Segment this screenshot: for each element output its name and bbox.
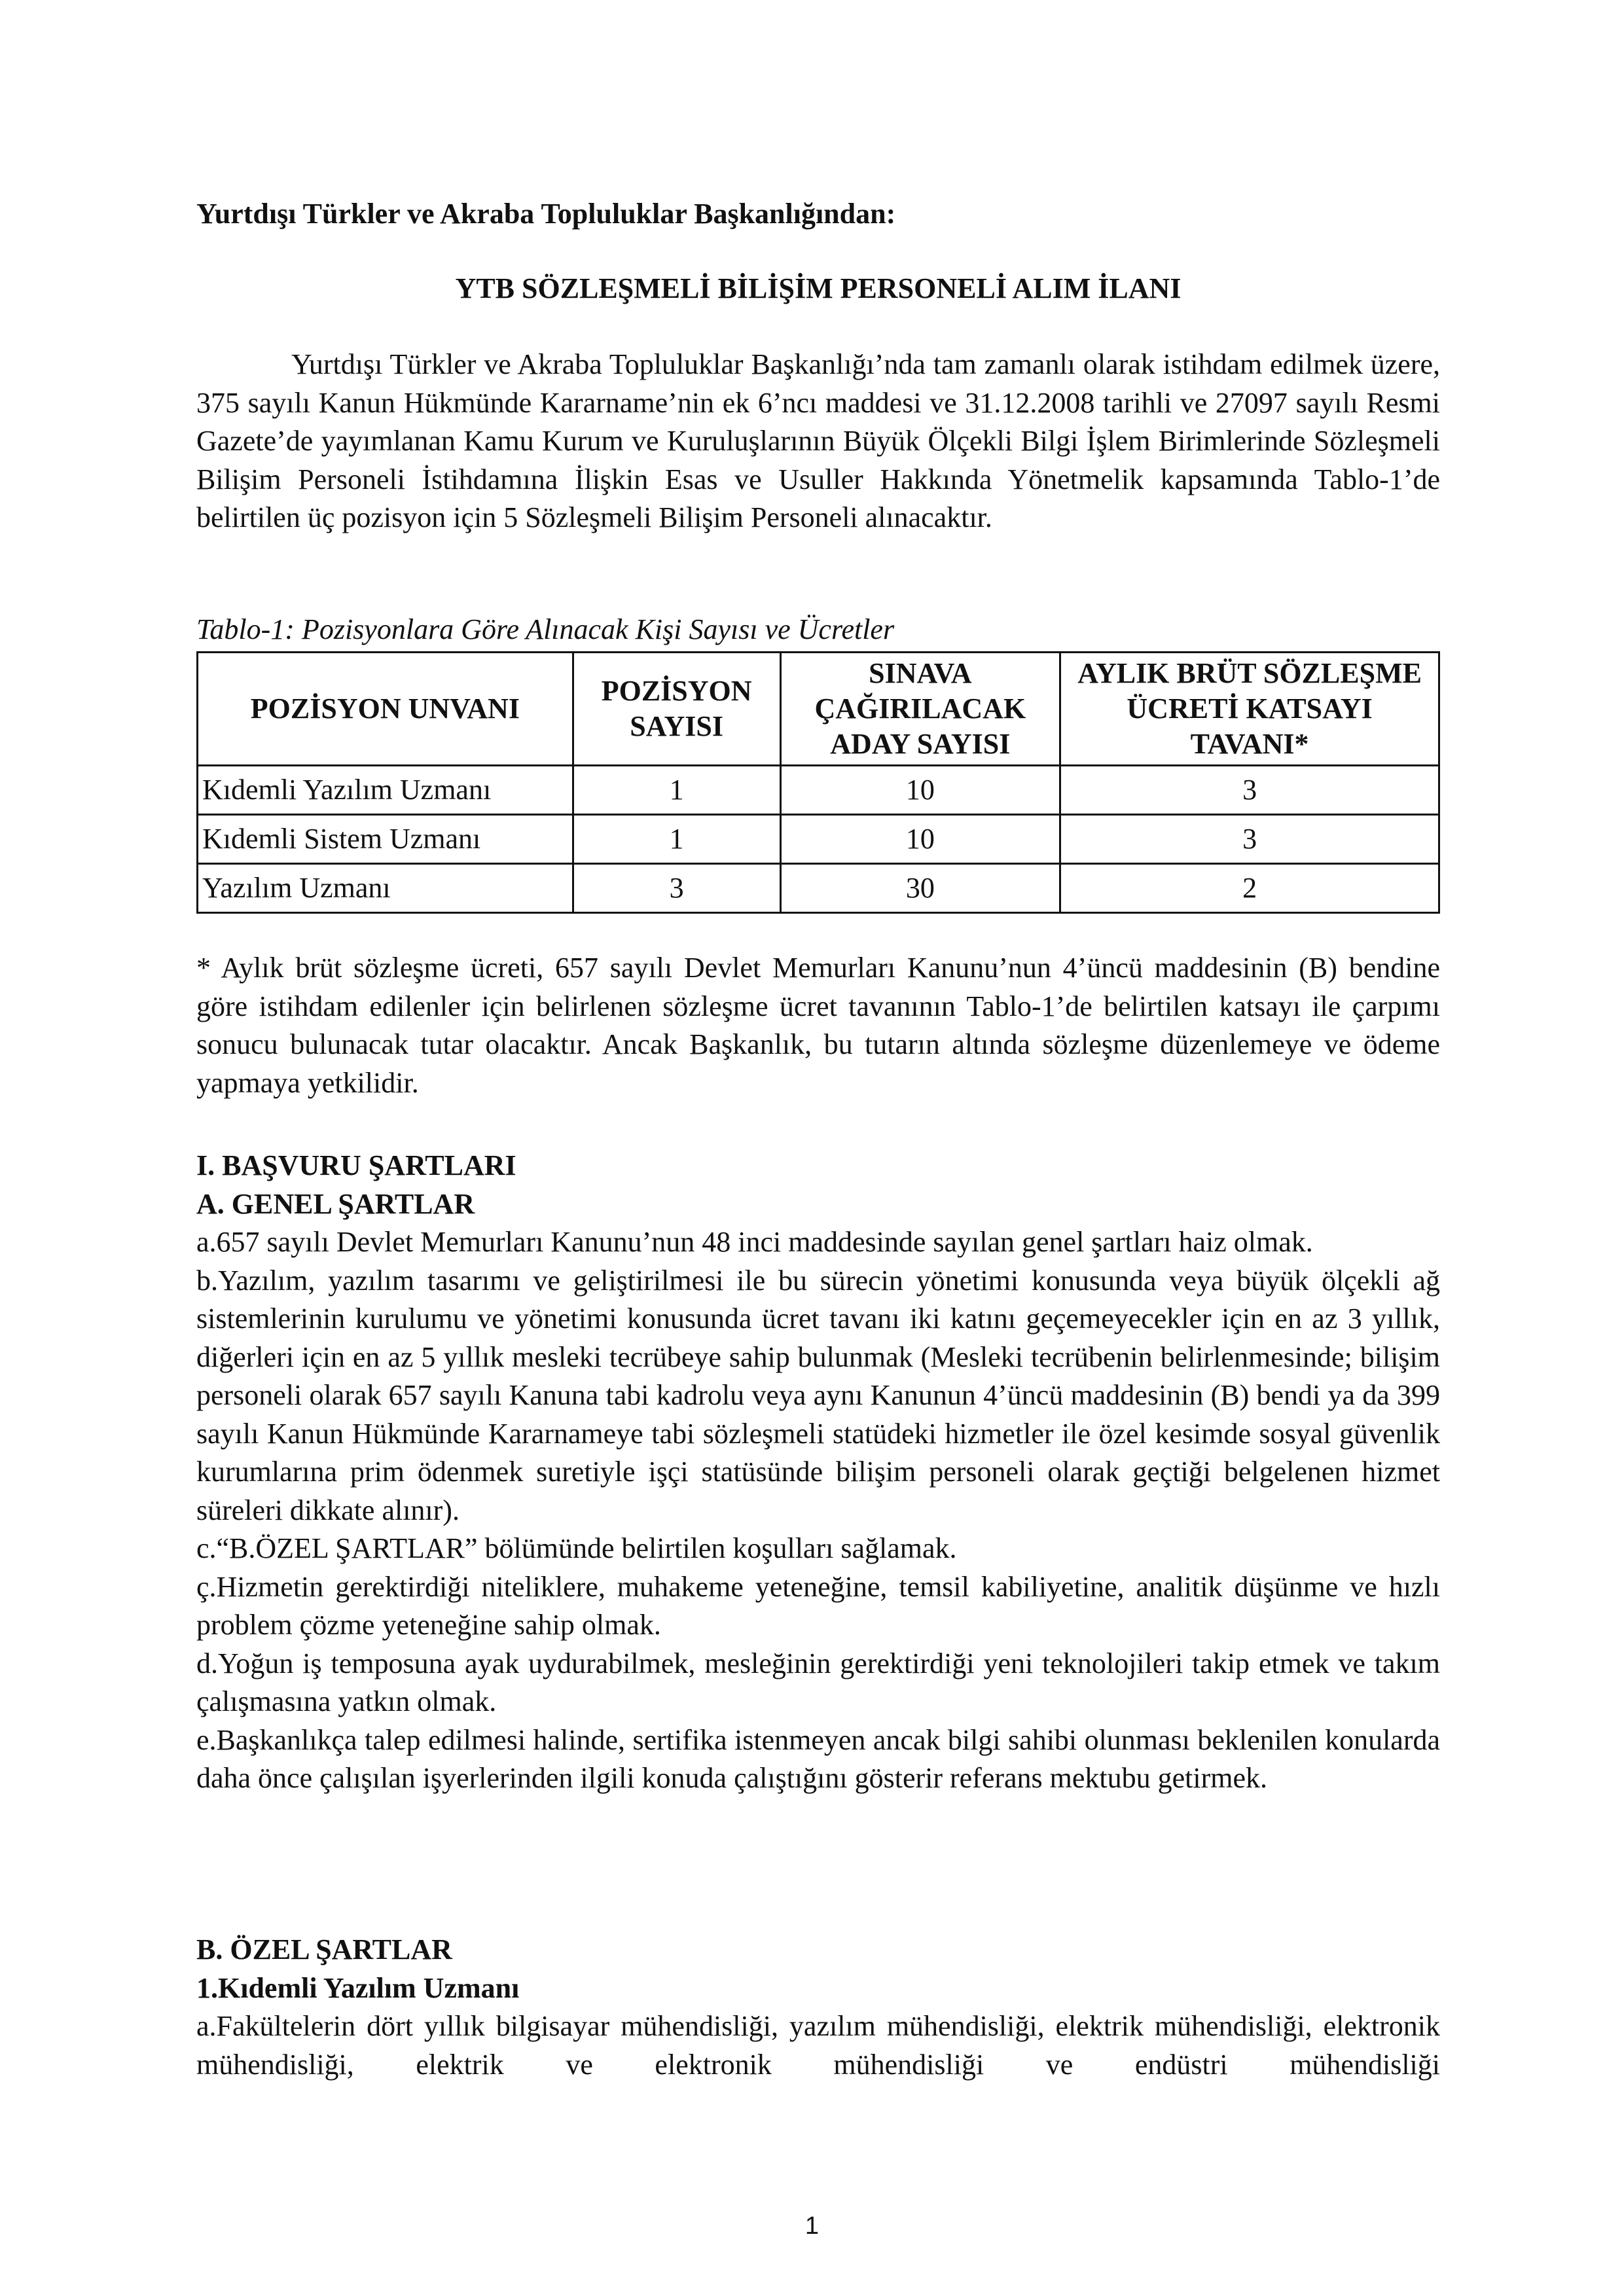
subsection-heading: 1.Kıdemli Yazılım Uzmanı	[196, 1971, 520, 2004]
requirement-item: b.Yazılım, yazılım tasarımı ve geliştirilmesi ile bu sürecin yönetimi konusunda veya büyük ölçekli ağ sistemlerinin kurulumu ve yönetimi konusunda ücret tavanı iki katını geçemeyecekler için en az 3 yıllık, diğerleri için en az 5 yıllık mesleki tecrübeye sahip bulunmak (Mesleki tecrübenin belirlenmesinde; bilişim personeli olarak 657 sayılı Kanuna tabi kadrolu veya aynı Kanunun 4’üncü maddesinin (B) bendi ya da 399 sayılı Kanun Hükmünde Kararnameye tabi sözleşmeli statüdeki hizmetler ile özel kesimde sosyal güvenlik kurumlarına prim ödenmek suretiyle işçi statüsünde bilişim personeli olarak geçtiği belgelenen hizmet süreleri dikkate alınır).	[196, 1264, 1440, 1526]
page-number: 1	[804, 2212, 820, 2240]
cell-positions: 3	[573, 864, 780, 913]
cell-coefficient: 3	[1060, 815, 1439, 864]
cell-title: Yazılım Uzmanı	[198, 864, 573, 913]
section-heading: B. ÖZEL ŞARTLAR	[196, 1933, 452, 1965]
cell-candidates: 10	[780, 766, 1060, 815]
intro-paragraph: Yurtdışı Türkler ve Akraba Topluluklar Başkanlığı’nda tam zamanlı olarak istihdam edilmek üzere, 375 sayılı Kanun Hükmünde Kararname’nin ek 6’ncı maddesi ve 31.12.2008 tarihli ve 27097 sayılı Resmi Gazete’de yayımlanan Kamu Kurum ve Kuruluşlarının Büyük Ölçekli Bilgi İşlem Birimlerinde Sözleşmeli Bilişim Personeli İstihdamına İlişkin Esas ve Usuller Hakkında Yönetmelik kapsamında Tablo-1’de belirtilen üç pozisyon için 5 Sözleşmeli Bilişim Personeli alınacaktır.	[196, 348, 1440, 533]
cell-coefficient: 2	[1060, 864, 1439, 913]
cell-candidates: 30	[780, 864, 1060, 913]
table-header-row	[198, 653, 1439, 766]
application-requirements-section	[196, 1147, 1440, 1798]
cell-positions: 1	[573, 815, 780, 864]
announcement-title: YTB SÖZLEŞMELİ BİLİŞİM PERSONELİ ALIM İLANI	[455, 272, 1182, 304]
requirement-item: d.Yoğun iş temposuna ayak uydurabilmek, mesleğinin gerektirdiği yeni teknolojileri takip etmek ve takım çalışmasına yatkın olmak.	[196, 1647, 1440, 1717]
requirement-item: ç.Hizmetin gerektirdiği niteliklere, muhakeme yeteneğine, temsil kabiliyetine, analitik düşünme ve hızlı problem çözme yeteneğine sahip olmak.	[196, 1570, 1440, 1641]
organization-heading: Yurtdışı Türkler ve Akraba Topluluklar Başkanlığından:	[196, 198, 896, 230]
header-salary-coefficient: AYLIK BRÜT SÖZLEŞME ÜCRETİ KATSAYI TAVANI*	[1060, 653, 1439, 766]
requirement-item: a.Fakültelerin dört yıllık bilgisayar mühendisliği, yazılım mühendisliği, elektrik mühendisliği, elektronik mühendisliği, elektrik ve elektronik mühendisliği ve endüstri mühendisliği	[196, 2010, 1440, 2081]
header-candidate-count: SINAVA ÇAĞIRILACAK ADAY SAYISI	[780, 653, 1060, 766]
cell-title: Kıdemli Sistem Uzmanı	[198, 815, 573, 864]
table-row	[198, 864, 1439, 913]
salary-footnote: * Aylık brüt sözleşme ücreti, 657 sayılı Devlet Memurları Kanunu’nun 4’üncü maddesinin (B) bendine göre istihdam edilenler için belirlenen sözleşme ücret tavanının Tablo-1’de belirtilen katsayı ile çarpımı sonucu bulunacak tutar olacaktır. Ancak Başkanlık, bu tutarın altında sözleşme düzenlemeye ve ödeme yapmaya yetkilidir.	[196, 952, 1440, 1099]
positions-table	[196, 651, 1440, 914]
cell-title: Kıdemli Yazılım Uzmanı	[198, 766, 573, 815]
table-row	[198, 766, 1439, 815]
table-caption: Tablo-1: Pozisyonlara Göre Alınacak Kişi Sayısı ve Ücretler	[196, 613, 895, 645]
subsection-heading: A. GENEL ŞARTLAR	[196, 1187, 475, 1220]
cell-coefficient: 3	[1060, 766, 1439, 815]
table-row	[198, 815, 1439, 864]
section-heading: I. BAŞVURU ŞARTLARI	[196, 1149, 516, 1181]
special-requirements-section	[196, 1931, 1440, 2084]
header-position-title: POZİSYON UNVANI	[198, 653, 573, 766]
cell-positions: 1	[573, 766, 780, 815]
requirement-item: c.“B.ÖZEL ŞARTLAR” bölümünde belirtilen koşulları sağlamak.	[196, 1532, 957, 1564]
requirement-item: a.657 sayılı Devlet Memurları Kanunu’nun 48 inci maddesinde sayılan genel şartları haiz olmak.	[196, 1226, 1313, 1258]
header-position-count: POZİSYON SAYISI	[573, 653, 780, 766]
cell-candidates: 10	[780, 815, 1060, 864]
requirement-item: e.Başkanlıkça talep edilmesi halinde, sertifika istenmeyen ancak bilgi sahibi olunması beklenilen konularda daha önce çalışılan işyerlerinden ilgili konuda çalıştığını gösterir referans mektubu getirmek.	[196, 1723, 1440, 1794]
